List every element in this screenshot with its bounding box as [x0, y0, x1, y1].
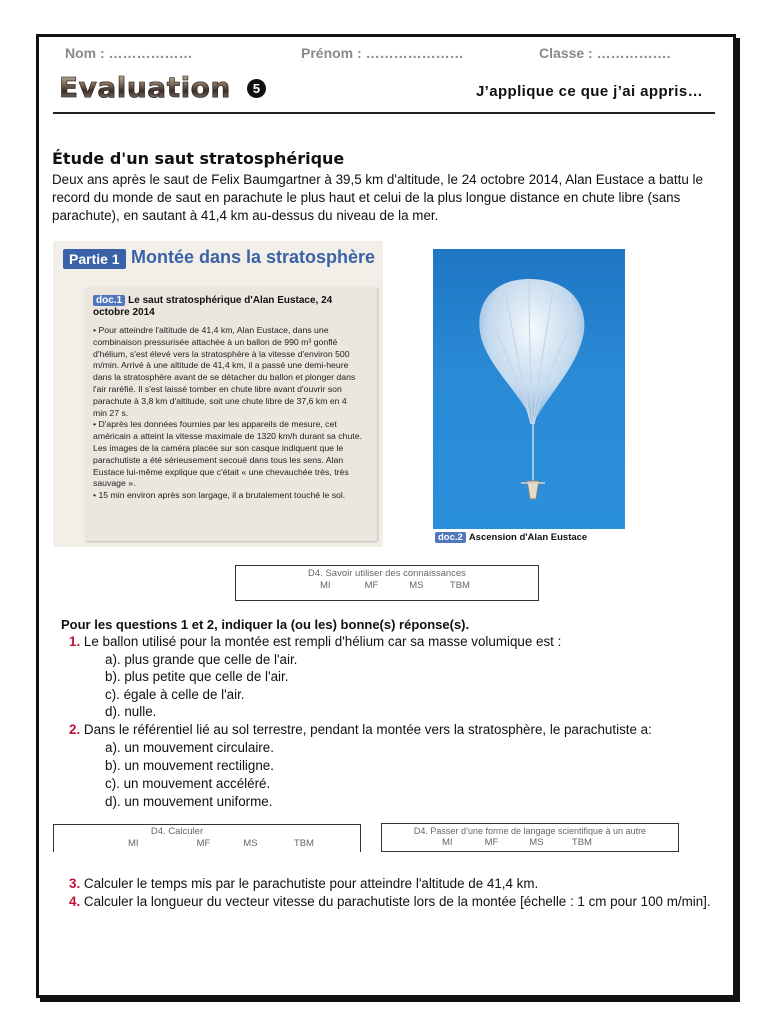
question-number: 4. — [69, 894, 81, 909]
question-1 — [69, 633, 561, 651]
skill-box-langage — [381, 823, 679, 852]
skill-levels — [236, 580, 538, 592]
level-mi[interactable]: MI — [128, 838, 139, 849]
question-text: Dans le référentiel lié au sol terrestre, pendant la montée vers la stratosphère, le parachutiste a: — [83, 722, 652, 737]
doc1-panel — [85, 287, 377, 541]
textbook-excerpt — [53, 241, 383, 547]
partie-badge: Partie 1 — [63, 249, 126, 269]
level-tbm[interactable]: TBM — [571, 837, 592, 848]
skill-levels — [382, 837, 678, 849]
tagline: J’applique ce que j’ai appris… — [475, 83, 703, 100]
doc1-paragraph: • 15 min environ après son largage, il a brutalement touché le sol. — [93, 490, 346, 501]
question-text: Calculer la longueur du vecteur vitesse du parachutiste lors de la montée [échelle : 1 cm pour 100 m/min]. — [83, 894, 711, 909]
answer-option[interactable]: a). un mouvement circulaire. — [105, 740, 274, 755]
questions-instruction: Pour les questions 1 et 2, indiquer la (ou les) bonne(s) réponse(s). — [61, 617, 470, 632]
skill-box-connaissances — [235, 565, 539, 601]
level-mf[interactable]: MF — [364, 580, 379, 591]
evaluation-logo: Evaluation — [59, 71, 231, 104]
answer-option[interactable]: c). égale à celle de l'air. — [105, 687, 245, 702]
doc2-caption-bar — [435, 529, 627, 547]
intro-paragraph: Deux ans après le saut de Felix Baumgartner à 39,5 km d'altitude, le 24 octobre 2014, Alan Eustace a battu le record du monde de saut en parachute le plus haut et celui de la plus longue distance en chute libre (sans parachute), en sautant à 41,4 km au-dessus du niveau de la mer. — [52, 172, 703, 223]
level-mi[interactable]: MI — [320, 580, 331, 591]
level-mf[interactable]: MF — [196, 838, 211, 849]
partie-title: Montée dans la stratosphère — [131, 247, 376, 267]
doc1-text — [93, 325, 363, 502]
answer-option[interactable]: b). plus petite que celle de l'air. — [105, 669, 289, 684]
doc2-caption: Ascension d'Alan Eustace — [468, 532, 588, 543]
page-title: Étude d'un saut stratosphérique — [52, 149, 345, 168]
level-ms[interactable]: MS — [243, 838, 258, 849]
level-tbm[interactable]: TBM — [293, 838, 314, 849]
level-mi[interactable]: MI — [442, 837, 453, 848]
evaluation-number-badge: 5 — [247, 79, 266, 98]
doc1-heading — [93, 295, 363, 319]
skill-levels — [54, 838, 360, 850]
balloon-photo — [433, 249, 625, 529]
level-ms[interactable]: MS — [409, 580, 424, 591]
doc1-paragraph: • D'après les données fournies par les appareils de mesure, cet américain a atteint la vitesse maximale de 1320 km/h durant sa chute. Les images de la caméra placée sur son casque indiquent que le parachutiste a été sérieusement secoué dans tous les sens. Alan Eustace lui-même explique que c'était « une chevauchée très, très sauvage ». — [93, 419, 362, 489]
question-number: 1. — [69, 634, 81, 649]
header-divider — [53, 112, 715, 114]
skill-label: D4. Passer d’une forme de langage scientifique à un autre — [413, 826, 647, 836]
question-number: 2. — [69, 722, 81, 737]
skill-label: D4. Calculer — [150, 826, 204, 837]
question-2 — [69, 721, 652, 739]
level-ms[interactable]: MS — [529, 837, 544, 848]
doc1-title: Le saut stratosphérique d'Alan Eustace, 24 octobre 2014 — [93, 295, 333, 318]
question-3 — [69, 875, 538, 893]
question-text: Le ballon utilisé pour la montée est rempli d'hélium car sa masse volumique est : — [83, 634, 562, 649]
doc1-paragraph: • Pour atteindre l'altitude de 41,4 km, Alan Eustace, dans une combinaison pressurisée attachée à un ballon de 990 m³ gonflé d'hélium, s'est élevé vers la stratosphère à la vitesse d'environ 500 m/min. Arrivé à une altitude de 41,4 km, il a passé une demi-heure dans la stratosphère avant de se détacher du ballon et plonger dans l'air raréfié. Il s'est laissé tomber en chute libre avant d'ouvrir son parachute à 3,8 km d'altitude, soit une chute libre de 37,6 km en 4 min 27 s. — [93, 325, 356, 418]
question-4 — [69, 893, 723, 911]
answer-option[interactable]: d). un mouvement uniforme. — [105, 794, 273, 809]
prenom-field[interactable]: Prénom : ………………… — [301, 45, 464, 61]
skill-label: D4. Savoir utiliser des connaissances — [308, 568, 466, 579]
skill-box-calculer — [53, 824, 361, 852]
doc1-badge: doc.1 — [93, 295, 125, 306]
nom-field[interactable]: Nom : ……………… — [65, 45, 193, 61]
answer-option[interactable]: b). un mouvement rectiligne. — [105, 758, 274, 773]
question-text: Calculer le temps mis par le parachutiste pour atteindre l'altitude de 41,4 km. — [83, 876, 539, 891]
question-number: 3. — [69, 876, 81, 891]
worksheet-frame — [36, 34, 736, 998]
classe-field[interactable]: Classe : ……………. — [539, 45, 671, 61]
answer-option[interactable]: a). plus grande que celle de l'air. — [105, 652, 298, 667]
answer-option[interactable]: c). un mouvement accéléré. — [105, 776, 271, 791]
level-mf[interactable]: MF — [484, 837, 499, 848]
level-tbm[interactable]: TBM — [449, 580, 470, 591]
balloon-illustration — [433, 249, 625, 529]
student-header — [65, 45, 703, 63]
answer-option[interactable]: d). nulle. — [105, 704, 157, 719]
doc2-badge: doc.2 — [435, 532, 466, 543]
